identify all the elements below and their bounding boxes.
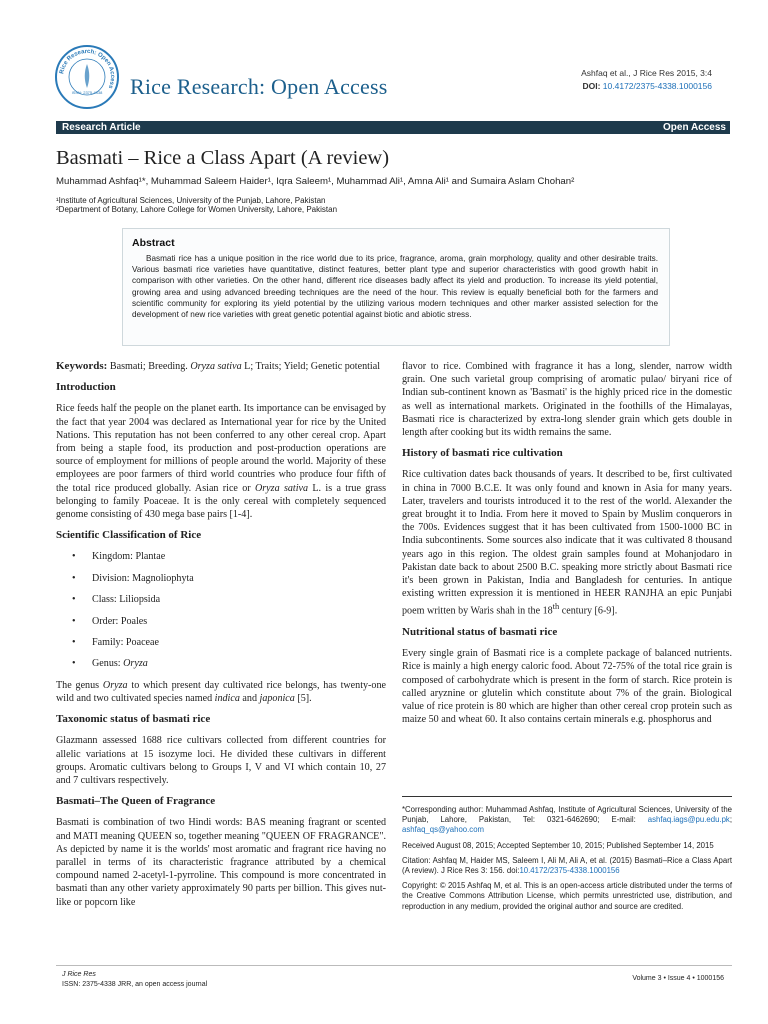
list-item: • Order: Poales [72, 615, 386, 628]
corresponding-author [402, 805, 732, 836]
genus-and: and [239, 692, 260, 704]
indica-italic: indica [214, 692, 240, 704]
left-column [56, 360, 386, 917]
logo-issn: ISSN: 2375-4338 [71, 90, 103, 95]
footer-journal: J Rice Res [62, 971, 96, 978]
keywords-text: Basmati; Breeding. [107, 361, 191, 372]
taxonomic-heading: Taxonomic status of basmati rice [56, 713, 211, 726]
intro-heading: Introduction [56, 381, 116, 394]
logo-ring-text: Rice Research: Open Access [59, 48, 116, 90]
right-column [402, 360, 732, 734]
intro-text-end: L. is a true grass belonging to family Poaceae. It is the only cereal with completely sequenced genome consisting of 430 mega base pairs [1-4]. [56, 482, 386, 521]
nutrition-paragraph: Every single grain of Basmati rice is a complete package of balanced nutrients. Rice is mainly a high energy caloric food. About 72-75% of the total rice grain is composed of carbohydrate which is present in the form of starch. Rice protein is called aryznine or glutelin which constitute about 7% of the grain. Biological value of rice protein is 80 which are higher than other cereal crop protein such as maize 50 and wheat 60. It also contains certain minerals e.g. phosphorus and [402, 648, 732, 726]
continued-paragraph: flavor to rice. Combined with fragrance it has a long, slender, narrow width grain. One such varietal group comprising of aromatic pulao/ biryani rice of Indian sub-continent known as 'Basmati' is the highly priced rice in the domestic as well as international markets. Originated in the foothills of the Himalayas, Basmati rice is characterized by extra-long slender grain which gets double in length after cooking but its width remains the same. [402, 361, 732, 439]
list-item: • Family: Poaceae [72, 636, 386, 649]
footer-divider [56, 965, 732, 966]
intro-text: Rice feeds half the people on the planet earth. Its importance can be envisaged by the fact that year 2004 was declared as International year for rice by the United Nations. This reputation has not been conferred to any other cereal crop. Apart from being a staple food, its production and post-production operations are source of employment for millions of people around the world. Majority of these employees are poor farmers of third world countries who produce four fifth of the total rice produced globally. Asian rice or [56, 403, 386, 494]
affiliation-1: ¹Institute of Agricultural Sciences, University of the Punjab, Lahore, Pakistan [56, 196, 326, 205]
list-item [72, 657, 386, 670]
list-item: • Kingdom: Plantae [72, 550, 386, 563]
journal-title: Rice Research: Open Access [130, 74, 388, 99]
list-item: • Division: Magnoliophyta [72, 572, 386, 585]
journal-logo [54, 44, 120, 110]
doi-link[interactable]: 10.4172/2375-4338.1000156 [602, 81, 712, 91]
abstract-text: Basmati rice has a unique position in the rice world due to its price, fragrance, aroma, grain morphology, quality and other desirable traits. Various basmati rice varieties have quantitative, distinct features, better plant type and superior characteristics with good growth habit in comparison with other varieties. On the other hand, different rice diseases badly affect its yield and production. To increase its yield potential, growing area and using advanced breeding techniques are the need of the hour. This review is equally beneficial both for the farmers and scientific community for exploring its yield potential by the utilizing various modern techniques and other marker assisted selection for the development of new rice varieties with great genetic potential against biotic and abiotic stress. [132, 254, 658, 320]
author-list: Muhammad Ashfaq¹*, Muhammad Saleem Haider¹, Iqra Saleem¹, Muhammad Ali¹, Amna Ali¹ and Sumaira Aslam Chohan² [56, 176, 575, 187]
doi-label: DOI: [582, 81, 601, 91]
footer-issn: ISSN: 2375-4338 JRR, an open access journal [62, 981, 208, 988]
intro-italic: Oryza sativa [254, 482, 309, 494]
history-text-end: century [6-9]. [559, 605, 618, 617]
doi-line [582, 81, 712, 91]
footnotes [402, 805, 732, 917]
keywords-italic: Oryza sativa [190, 361, 242, 372]
corresponding-text: *Corresponding author: Muhammad Ashfaq, Institute of Agricultural Sciences, University of the Punjab, Lahore, Pakistan, Tel: 0321-6462690; E-mail: [402, 805, 732, 825]
copyright: Copyright: © 2015 Ashfaq M, et al. This is an open-access article distributed under the terms of the Creative Commons Attribution License, which permits unrestricted use, distribution, and reproduction in any medium, provided the original author and source are credited. [402, 881, 732, 911]
keywords-label: Keywords: [56, 360, 108, 372]
article-type-band [56, 121, 730, 134]
genus-paragraph [56, 679, 386, 705]
article-type-label: Research Article [62, 122, 141, 133]
citation-text: Citation: Ashfaq M, Haider MS, Saleem I, Ali M, Ali A, et al. (2015) Basmati–Rice a Class Apart (A review). J Rice Res 3: 156. doi: [402, 855, 732, 876]
genus-italic: Oryza [102, 679, 128, 691]
email-link-1[interactable]: ashfaq.iags@pu.edu.pk [647, 815, 730, 825]
genus-value: Oryza [123, 658, 148, 670]
email-link-2[interactable]: ashfaq_qs@yahoo.com [402, 825, 485, 835]
keywords [56, 360, 386, 373]
affiliation-2: ²Department of Botany, Lahore College for Women University, Lahore, Pakistan [56, 205, 338, 214]
citation-doi-link[interactable]: 10.4172/2375-4338.1000156 [519, 866, 620, 876]
abstract-heading: Abstract [132, 237, 175, 249]
history-paragraph [402, 468, 732, 618]
keywords-text-end: L; Traits; Yield; Genetic potential [241, 361, 381, 372]
classification-list [56, 550, 386, 670]
history-heading: History of basmati rice cultivation [402, 447, 563, 460]
footnote-divider [402, 796, 732, 797]
genus-label: Genus: [92, 658, 124, 670]
history-text: Rice cultivation dates back thousands of years. It described to be, first cultivated in china in 7000 B.C.E. It was only found and known in Asia for many years. Later, travelers and tourists introduced it to the rest of the world. Alexander the great brought it to India. From here it moved to Spain by Muslim conquerors in the 700s. Evidences suggest that it has been cultivated from 1500-1000 BC in India subcontinents. Some sources also indicate that it was cultivated 8 thousand years ago in this region. The oldest grain samples found at Mohanjodaro in Pakistan date back to about 2500 B.C. speaking more strictly about Basmati rice it's been grown in Pakistan, India and Bangladesh for centuries. In antique existing written expression it is mentioned in HEER RANJHA an epic Punjabi poem written by Waris shah in the 18 [402, 469, 732, 617]
queen-heading: Basmati–The Queen of Fragrance [56, 795, 216, 808]
history-sup: th [552, 602, 560, 612]
classification-heading: Scientific Classification of Rice [56, 529, 202, 542]
email-separator: ; [729, 815, 732, 825]
citation [402, 856, 732, 876]
article-title: Basmati – Rice a Class Apart (A review) [56, 147, 390, 169]
genus-text-mid: to which present day cultivated rice belongs, has twenty-one wild and two cultivated species named [56, 679, 386, 704]
citation-short: Ashfaq et al., J Rice Res 2015, 3:4 [581, 68, 712, 78]
genus-ref: [5]. [294, 692, 312, 704]
genus-text: The genus [56, 679, 103, 691]
footer-volume: Volume 3 • Issue 4 • 1000156 [632, 975, 724, 982]
queen-paragraph: Basmati is combination of two Hindi words: BAS meaning fragrant or scented and MATI meaning QUEEN so, together meaning "QUEEN OF FRAGRANCE". As depicted by name it is the worlds' most aromatic and fragrant rice having no parallel in terms of its characteristic fragrance attributed by a chemical compound named 2-acetyl-1-pyrroline. This compound is more concentrated in basmati than any other variety approximately 90 parts per billion. This gives nut-like or popcorn like [56, 817, 386, 908]
list-item: • Class: Liliopsida [72, 593, 386, 606]
open-access-label: Open Access [663, 122, 726, 133]
taxonomic-paragraph: Glazmann assessed 1688 rice cultivars collected from different countries for allelic variations at 15 isozyme loci. He divided these cultivars in different groups. Aromatic cultivars belong to Groups I, V and VI which contain 10, 27 and 7 cultivars respectively. [56, 735, 386, 786]
nutrition-heading: Nutritional status of basmati rice [402, 626, 558, 639]
dates: Received August 08, 2015; Accepted September 10, 2015; Published September 14, 2015 [402, 840, 714, 850]
japonica-italic: japonica [259, 692, 295, 704]
intro-paragraph [56, 402, 386, 521]
